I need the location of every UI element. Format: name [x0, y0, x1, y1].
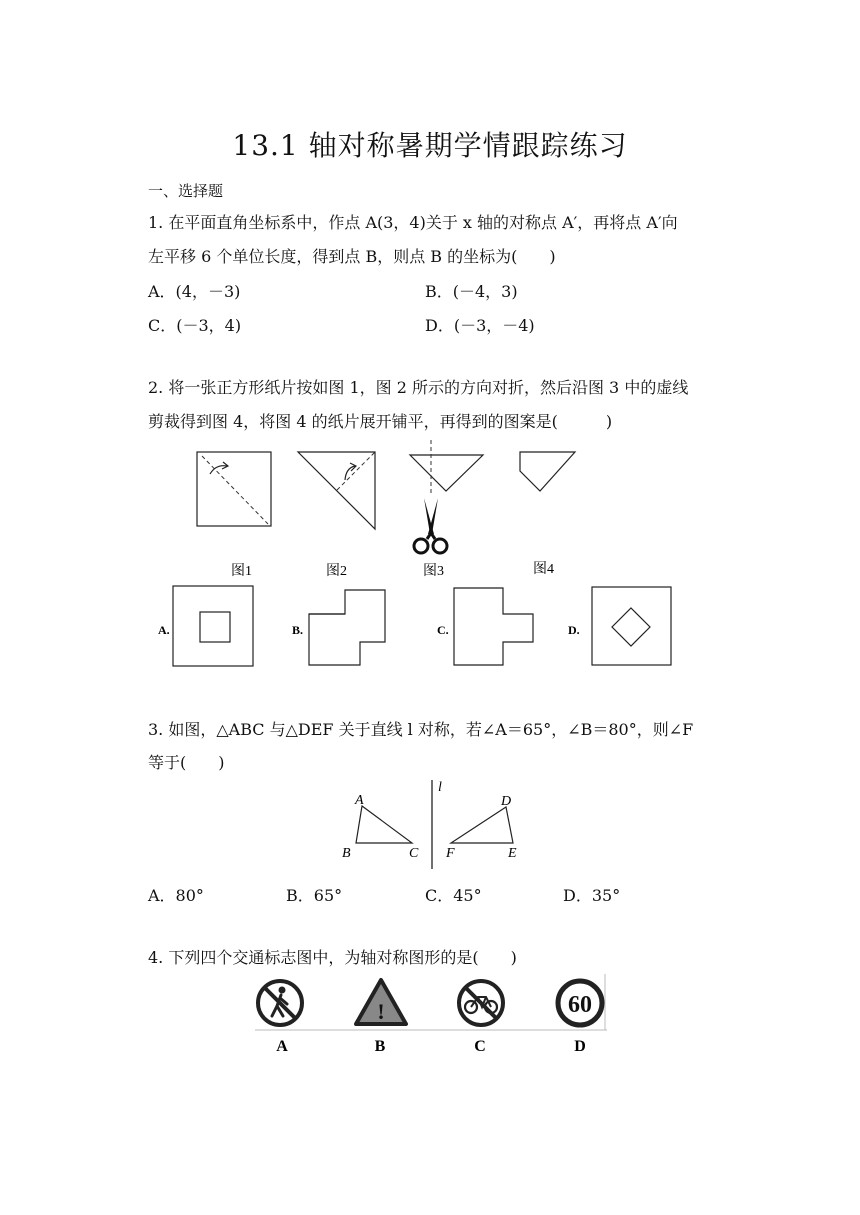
- fig-label-2: 图2: [326, 564, 347, 579]
- q2-text-line1: 2. 将一张正方形纸片按如图 1，图 2 所示的方向对折，然后沿图 3 中的虚线: [148, 378, 689, 397]
- q3-option-c: C．45°: [425, 886, 482, 905]
- section-heading: 一、选择题: [148, 182, 224, 200]
- scissors-icon: [414, 498, 447, 553]
- label-c: C: [409, 846, 419, 861]
- q1-option-c: C．(－3，4): [148, 316, 242, 335]
- q2-choice-b-figure: [292, 590, 385, 665]
- triangle-def: [451, 807, 513, 843]
- fold-figure-2: [298, 452, 375, 529]
- q3-text-line2: 等于( ): [148, 753, 225, 772]
- q2-choice-b-label: B.: [292, 623, 304, 637]
- q2-choice-a-figure: [158, 586, 253, 666]
- label-l: l: [438, 780, 442, 795]
- q1-option-d: D．(－3，－4): [425, 316, 535, 335]
- fold-figure-1: [197, 452, 271, 526]
- fig-label-3: 图3: [423, 564, 444, 579]
- no-pedestrian-sign-icon: [258, 981, 302, 1025]
- label-e: E: [508, 846, 517, 861]
- q4-traffic-signs: [253, 974, 609, 1056]
- q1-option-a: A．(4，－3): [148, 282, 241, 301]
- q3-triangle-figure: [330, 776, 530, 876]
- sign-label-a: A: [276, 1038, 288, 1055]
- fig-label-1: 图1: [231, 564, 252, 579]
- q2-choice-c-label: C.: [437, 623, 449, 637]
- sign-label-c: C: [474, 1038, 486, 1055]
- q3-option-a: A．80°: [148, 886, 204, 905]
- label-a: A: [355, 793, 364, 808]
- q4-text-line1: 4. 下列四个交通标志图中，为轴对称图形的是( ): [148, 948, 517, 967]
- q3-text-line1: 3. 如图，△ABC 与△DEF 关于直线 l 对称，若∠A＝65°，∠B＝80°，则∠F: [148, 720, 694, 739]
- page-title: 13.1 轴对称暑期学情跟踪练习: [232, 129, 628, 162]
- sign-label-b: B: [374, 1038, 386, 1055]
- no-bicycle-sign-icon: [459, 981, 503, 1025]
- q2-choice-d-figure: [568, 587, 671, 665]
- label-d: D: [501, 794, 512, 809]
- q3-option-d: D．35°: [563, 886, 621, 905]
- triangle-abc: [356, 806, 412, 843]
- q3-option-b: B．65°: [286, 886, 343, 905]
- q1-text-line2: 左平移 6 个单位长度，得到点 B，则点 B 的坐标为( ): [148, 247, 556, 266]
- speed-limit-sign-icon: [558, 981, 602, 1025]
- fold-figure-3: [410, 440, 483, 553]
- label-f: F: [446, 846, 455, 861]
- speed-limit-value: 60: [568, 992, 592, 1018]
- q1-option-b: B．(－4，3): [425, 282, 518, 301]
- fold-figure-4: [520, 452, 575, 491]
- q2-folding-figure: [140, 436, 700, 676]
- q2-choice-c-figure: [437, 588, 533, 665]
- q2-text-line2: 剪裁得到图 4，将图 4 的纸片展开铺平，再得到的图案是( ): [148, 412, 613, 431]
- warning-mark: !: [377, 999, 385, 1024]
- warning-sign-icon: [356, 980, 406, 1024]
- label-b: B: [342, 846, 351, 861]
- q1-text-line1: 1. 在平面直角坐标系中，作点 A(3，4)关于 x 轴的对称点 A′，再将点 A′向: [148, 213, 678, 232]
- sign-label-d: D: [574, 1038, 586, 1055]
- q2-choice-d-label: D.: [568, 623, 580, 637]
- fig-label-4: 图4: [533, 562, 554, 577]
- q2-choice-a-label: A.: [158, 623, 170, 637]
